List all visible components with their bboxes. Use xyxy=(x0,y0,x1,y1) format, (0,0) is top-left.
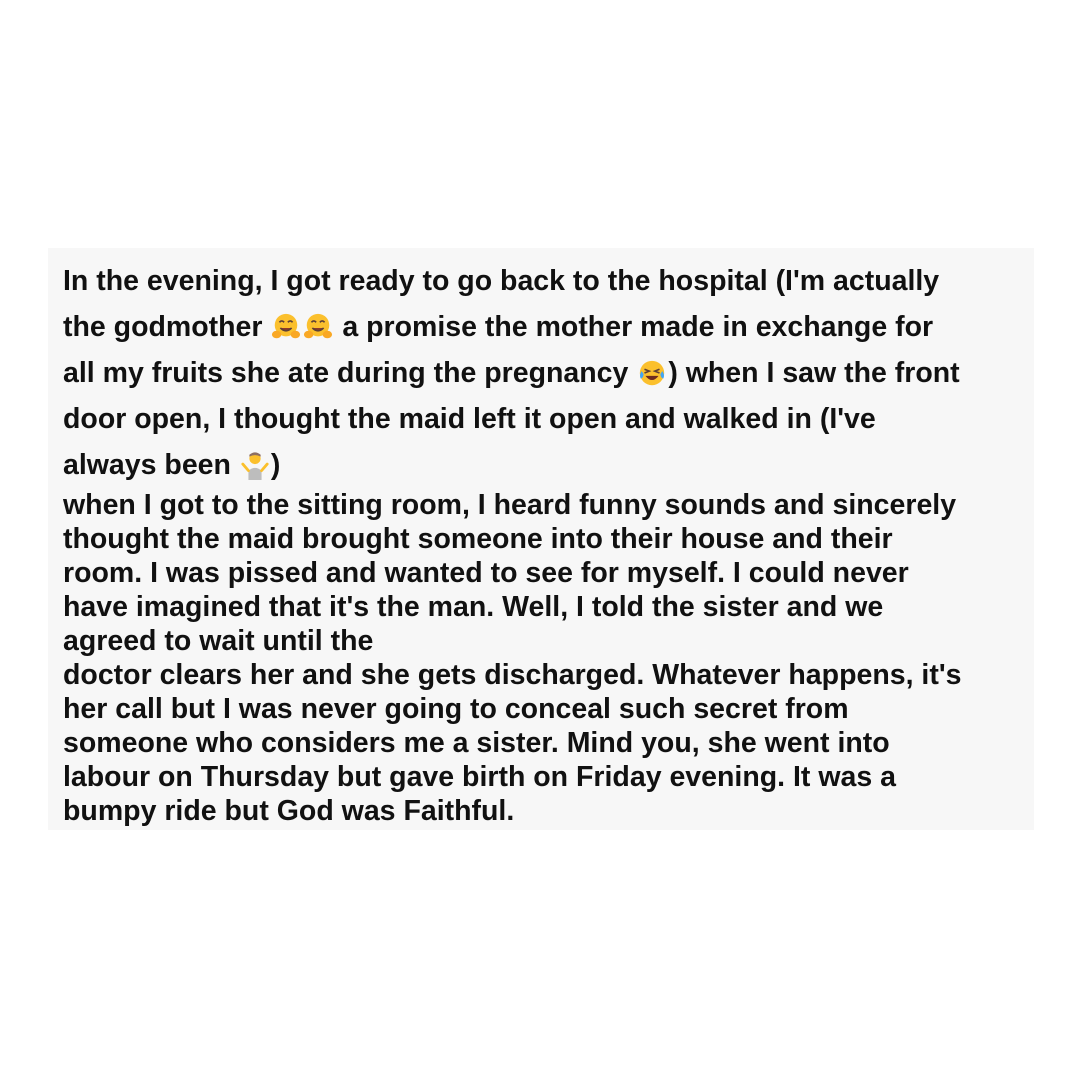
text-line: bumpy ride but God was Faithful. xyxy=(63,795,515,827)
text-line: In the evening, I got ready to go back to the hospital (I'm actually xyxy=(63,265,940,297)
text-line: room. I was pissed and wanted to see for myself. I could never xyxy=(63,557,909,589)
post-text xyxy=(63,258,1023,828)
hugging-face-icon xyxy=(271,312,301,342)
text-line: her call but I was never going to conceal such secret from xyxy=(63,693,849,725)
text-segment: a promise the mother made in exchange for xyxy=(342,311,934,343)
text-line: doctor clears her and she gets discharged. Whatever happens, it's xyxy=(63,659,962,691)
tears-of-joy-icon xyxy=(637,358,667,388)
text-segment: always been xyxy=(63,449,231,481)
text-line: someone who considers me a sister. Mind you, she went into xyxy=(63,727,890,759)
text-line xyxy=(63,350,1023,396)
person-shrugging-icon xyxy=(240,450,270,480)
text-line xyxy=(63,304,1023,350)
text-segment: ) when I saw the front xyxy=(668,357,960,389)
hugging-face-icon xyxy=(303,312,333,342)
text-line: when I got to the sitting room, I heard funny sounds and sincerely xyxy=(63,489,957,521)
text-line: labour on Thursday but gave birth on Friday evening. It was a xyxy=(63,761,896,793)
text-segment: ) xyxy=(270,449,281,481)
text-line: thought the maid brought someone into their house and their xyxy=(63,523,893,555)
text-segment: the godmother xyxy=(63,311,263,343)
text-line xyxy=(63,442,1023,488)
text-line: agreed to wait until the xyxy=(63,625,374,657)
text-segment: all my fruits she ate during the pregnancy xyxy=(63,357,629,389)
text-line: have imagined that it's the man. Well, I told the sister and we xyxy=(63,591,884,623)
text-line: door open, I thought the maid left it open and walked in (I've xyxy=(63,403,876,435)
